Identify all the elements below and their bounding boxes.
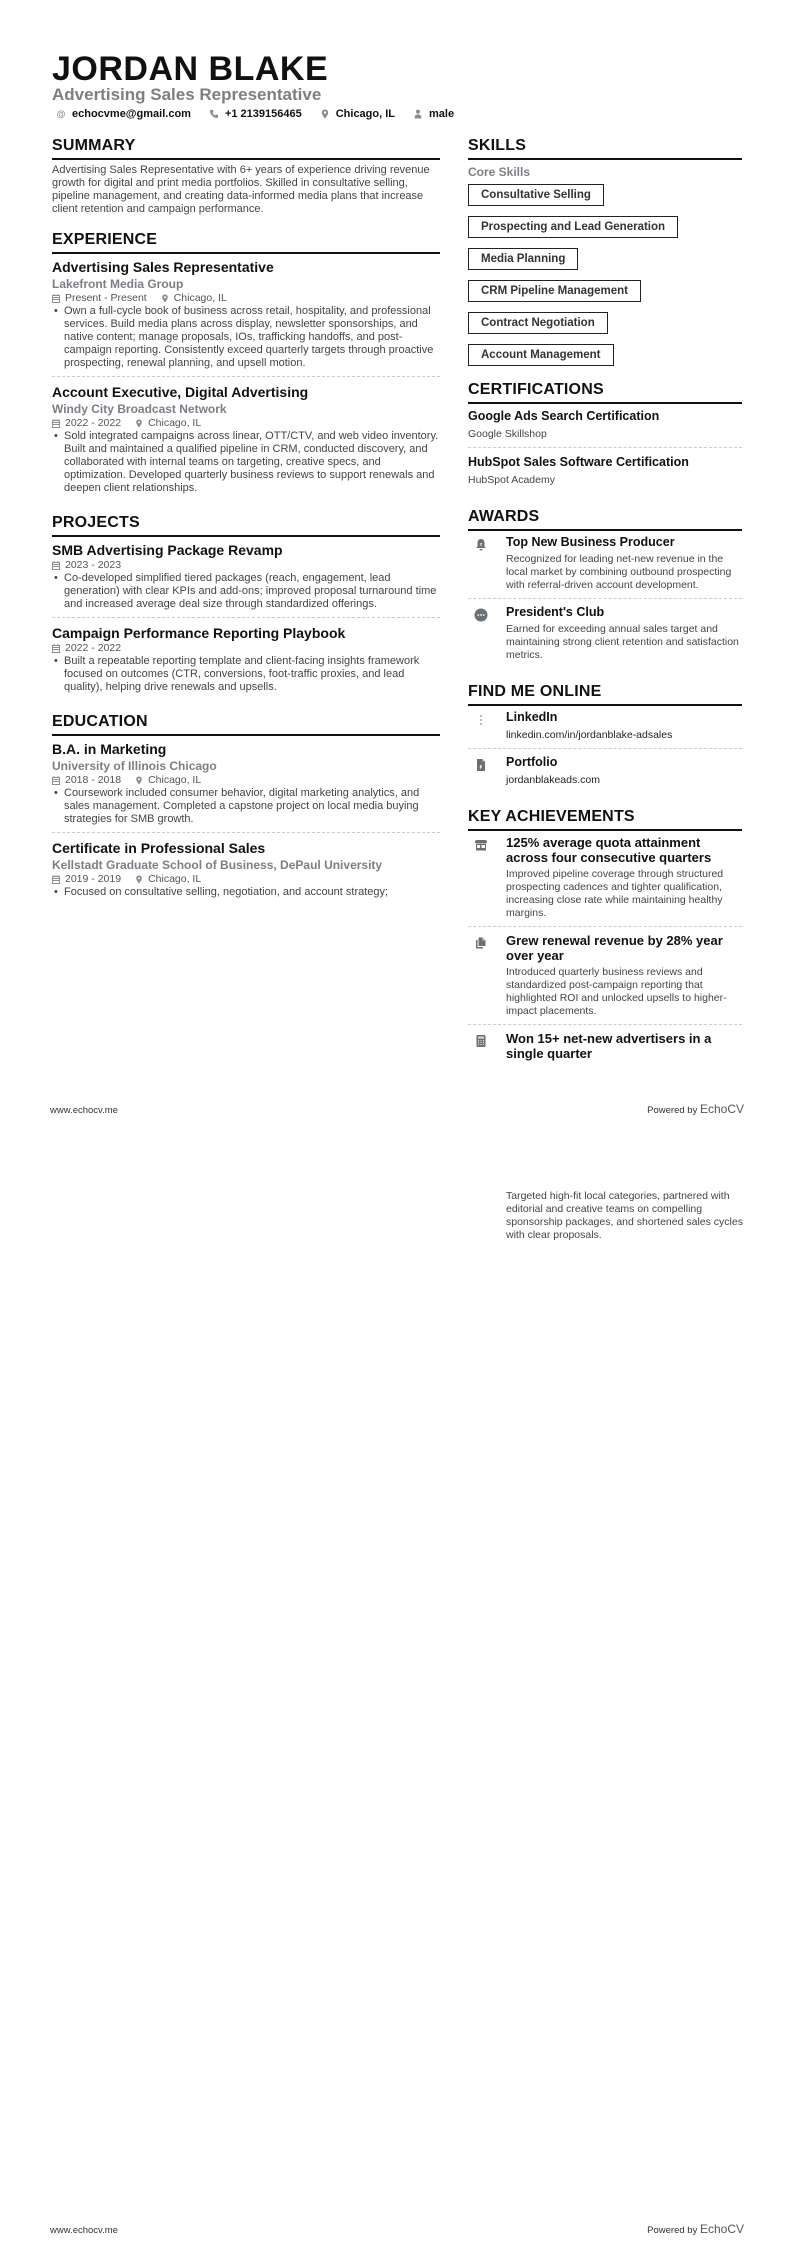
experience-entry — [52, 258, 440, 377]
footer-site-link[interactable]: www.echocv.me — [50, 1105, 118, 1116]
location-pin-icon — [320, 109, 330, 119]
entry-meta — [52, 417, 440, 430]
section-heading: CERTIFICATIONS — [468, 380, 742, 404]
skills-section — [468, 136, 742, 376]
contact-gender: male — [409, 108, 454, 120]
achievement-entry — [468, 835, 742, 927]
phone-icon — [209, 109, 219, 119]
school-name: University of Illinois Chicago — [52, 759, 217, 773]
company-name: Lakefront Media Group — [52, 277, 184, 291]
entry-location: Chicago, IL — [173, 292, 227, 304]
footer-site-link[interactable]: www.echocv.me — [50, 2225, 118, 2236]
entry-meta — [52, 774, 440, 787]
online-label: LinkedIn — [506, 710, 558, 724]
certification-entry — [468, 454, 742, 493]
entry-location: Chicago, IL — [148, 417, 202, 429]
degree-title: B.A. in Marketing — [52, 741, 167, 757]
person-icon — [413, 109, 423, 119]
footer-powered-by: Powered by EchoCV — [647, 1102, 744, 1116]
file-icon — [474, 758, 488, 772]
education-entry — [52, 839, 440, 901]
candidate-name: JORDAN BLAKE — [52, 50, 329, 88]
achievement-title: Grew renewal revenue by 28% year over year — [506, 933, 723, 963]
footer-powered-by: Powered by EchoCV — [647, 2222, 744, 2236]
footer-brand[interactable]: EchoCV — [699, 1102, 744, 1116]
online-entry[interactable] — [468, 710, 742, 749]
ellipsis-circle-icon — [474, 608, 488, 622]
vertical-dots-icon — [474, 713, 488, 727]
calculator-icon — [474, 1034, 488, 1048]
location-pin-icon — [135, 875, 143, 884]
location-pin-icon — [135, 419, 143, 428]
certifications-section — [468, 380, 742, 493]
projects-section — [52, 513, 440, 700]
award-description: Recognized for leading net-new revenue in the local market by combining outbound prospecting with referral-driven account development. — [506, 553, 732, 591]
location-pin-icon — [135, 776, 143, 785]
certification-issuer: Google Skillshop — [468, 428, 547, 440]
entry-meta — [52, 642, 440, 655]
entry-meta — [52, 559, 440, 572]
education-section — [52, 712, 440, 901]
achievement-entry — [468, 933, 742, 1025]
award-title: Top New Business Producer — [506, 535, 675, 549]
bell-icon — [474, 538, 488, 552]
degree-title: Certificate in Professional Sales — [52, 840, 266, 856]
section-heading: SUMMARY — [52, 136, 440, 160]
calendar-icon — [52, 875, 60, 884]
education-entry — [52, 740, 440, 833]
online-label: Portfolio — [506, 755, 558, 769]
entry-dates: 2022 - 2022 — [65, 417, 122, 429]
award-description: Earned for exceeding annual sales target and maintaining strong client retention and satisfaction metrics. — [506, 623, 739, 661]
entry-dates: 2019 - 2019 — [65, 873, 122, 885]
at-icon: @ — [56, 109, 66, 119]
right-column — [468, 136, 742, 1081]
project-title: SMB Advertising Package Revamp — [52, 542, 283, 558]
entry-meta — [52, 873, 440, 886]
award-entry — [468, 535, 742, 599]
certification-title: HubSpot Sales Software Certification — [468, 455, 689, 469]
entry-bullet: • Own a full-cycle book of business across retail, hospitality, and professional services. Build media plans across display, newsletter sponsorships, and native content; manage proposals, IOs, trafficking handoffs, and post-campaign reporting. Consistently exceed quarterly targets through proactive prospecting, renewal planning, and upsell motion. — [52, 305, 440, 370]
project-entry — [52, 541, 440, 618]
project-title: Campaign Performance Reporting Playbook — [52, 625, 346, 641]
summary-text: Advertising Sales Representative with 6+ years of experience driving revenue growth for digital and print media portfolios. Skilled in consultative selling, pipeline management, and creating data-informed media plans that increase client retention and campaign performance. — [52, 164, 430, 215]
summary-section — [52, 136, 440, 216]
awards-section — [468, 507, 742, 668]
online-entry[interactable] — [468, 755, 742, 793]
entry-dates: 2018 - 2018 — [65, 774, 122, 786]
section-heading: FIND ME ONLINE — [468, 682, 742, 706]
storefront-icon — [474, 838, 488, 852]
school-name: Kellstadt Graduate School of Business, DePaul University — [52, 858, 383, 872]
section-heading: KEY ACHIEVEMENTS — [468, 807, 742, 831]
candidate-title: Advertising Sales Representative — [52, 85, 322, 104]
page-footer — [50, 1102, 744, 1116]
footer-brand[interactable]: EchoCV — [699, 2222, 744, 2236]
calendar-icon — [52, 561, 60, 570]
entry-bullet: • Coursework included consumer behavior, digital marketing analytics, and sales management. Completed a capstone project on local media buying strategies for SMB growth. — [52, 787, 440, 826]
certification-entry — [468, 408, 742, 448]
company-name: Windy City Broadcast Network — [52, 402, 227, 416]
entry-bullet: • Sold integrated campaigns across linear, OTT/CTV, and web video inventory. Built and maintained a qualified pipeline in CRM, conducted discovery, and collaborated with internal teams on targeting, creative specs, and optimization. Developed quarterly business reviews to support renewals and deepen client relationships. — [52, 430, 440, 495]
section-heading: SKILLS — [468, 136, 742, 160]
location-pin-icon — [161, 294, 169, 303]
skill-chip: CRM Pipeline Management — [468, 280, 641, 302]
skill-chip: Contract Negotiation — [468, 312, 608, 334]
calendar-icon — [52, 776, 60, 785]
achievement-entry — [468, 1031, 742, 1067]
entry-location: Chicago, IL — [148, 873, 202, 885]
skill-chip: Account Management — [468, 344, 614, 366]
online-section — [468, 682, 742, 793]
experience-section — [52, 230, 440, 501]
entry-bullet: • Focused on consultative selling, negotiation, and account strategy; — [52, 886, 440, 899]
section-heading: EXPERIENCE — [52, 230, 440, 254]
certification-issuer: HubSpot Academy — [468, 474, 555, 486]
job-title: Advertising Sales Representative — [52, 259, 274, 275]
contact-email[interactable]: @ echocvme@gmail.com — [56, 108, 191, 120]
achievement-description: Improved pipeline coverage through structured prospecting cadences and tighter qualification, increasing close rate while maintaining healthy margins. — [506, 868, 724, 919]
section-heading: EDUCATION — [52, 712, 440, 736]
achievement-description: Introduced quarterly business reviews and standardized post-campaign reporting that highlighted ROI and unlocked upsells to higher-impact placements. — [506, 966, 727, 1017]
achievement-title: Won 15+ net-new advertisers in a single quarter — [506, 1031, 712, 1061]
calendar-icon — [52, 419, 60, 428]
skill-chip: Prospecting and Lead Generation — [468, 216, 678, 238]
left-column — [52, 136, 440, 907]
award-title: President's Club — [506, 605, 605, 619]
svg-text:z: z — [479, 541, 483, 547]
entry-meta — [52, 292, 440, 305]
calendar-icon — [52, 644, 60, 653]
achievement-title: 125% average quota attainment across four consecutive quarters — [506, 835, 712, 865]
entry-location: Chicago, IL — [148, 774, 202, 786]
entry-dates: 2023 - 2023 — [65, 559, 122, 571]
entry-bullet: • Built a repeatable reporting template and client-facing insights framework focused on outcomes (CTR, conversions, foot-traffic proxies, and lead quality), helping drive renewals and upsells. — [52, 655, 440, 694]
job-title: Account Executive, Digital Advertising — [52, 384, 309, 400]
section-heading: AWARDS — [468, 507, 742, 531]
contact-phone[interactable]: +1 2139156465 — [205, 108, 302, 120]
copy-icon — [474, 936, 488, 950]
section-heading: PROJECTS — [52, 513, 440, 537]
entry-dates: 2022 - 2022 — [65, 642, 122, 654]
page-footer — [50, 2222, 744, 2236]
online-url[interactable]: linkedin.com/in/jordanblake-adsales — [506, 729, 673, 741]
skill-list — [468, 184, 742, 376]
skills-subheading: Core Skills — [468, 165, 531, 179]
entry-dates: Present - Present — [65, 292, 147, 304]
contact-location: Chicago, IL — [316, 108, 395, 120]
contact-bar — [52, 106, 468, 122]
online-url[interactable]: jordanblakeads.com — [506, 774, 600, 786]
achievements-section — [468, 807, 742, 1067]
experience-entry — [52, 383, 440, 501]
entry-bullet: • Co-developed simplified tiered packages (reach, engagement, lead generation) with clear KPIs and add-ons; improved proposal turnaround time and increased average deal size through standardized offerings. — [52, 572, 440, 611]
project-entry — [52, 624, 440, 700]
skill-chip: Consultative Selling — [468, 184, 604, 206]
award-entry — [468, 605, 742, 668]
certification-title: Google Ads Search Certification — [468, 409, 660, 423]
achievement-description-overflow: Targeted high-fit local categories, partnered with editorial and creative teams on compelling sponsorship packages, and shortened sales cycles with clear proposals. — [506, 1190, 743, 1241]
skill-chip: Media Planning — [468, 248, 578, 270]
calendar-icon — [52, 294, 60, 303]
